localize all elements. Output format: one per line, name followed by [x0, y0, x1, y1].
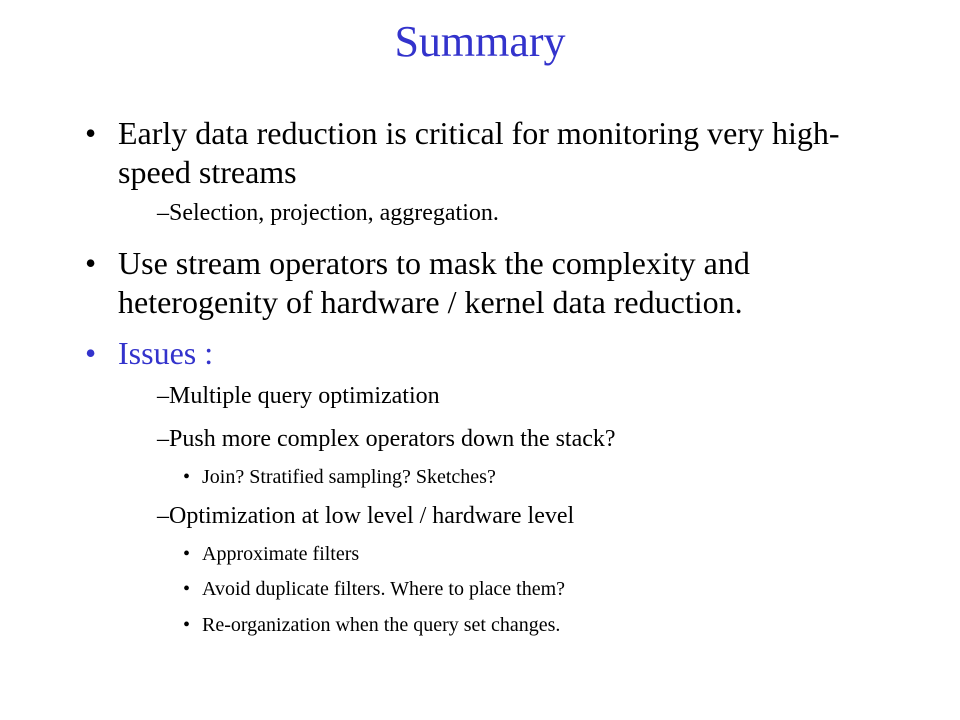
sub-point-optimization-low-level [157, 501, 917, 531]
dash-glyph: – [157, 503, 169, 529]
sub-point-push-operators [157, 424, 917, 454]
sub-sub-point-text: Avoid duplicate filters. Where to place them? [202, 578, 566, 600]
bullet-glyph: • [183, 578, 191, 600]
sub-sub-point-join [183, 464, 923, 490]
sub-point-text: Push more complex operators down the stack? [169, 426, 616, 452]
bullet-glyph: • [85, 245, 97, 281]
bullet-text: Early data reduction is critical for monitoring very high-speed streams [118, 115, 840, 190]
slide-title: Summary [394, 17, 566, 66]
bullet-point-stream-operators [85, 244, 875, 322]
bullet-glyph: • [183, 614, 191, 636]
sub-sub-point-re-organization [183, 612, 923, 638]
sub-sub-point-text: Approximate filters [202, 543, 360, 565]
bullet-glyph: • [183, 543, 191, 565]
sub-point-multiple-query-optimization [157, 381, 917, 411]
bullet-glyph: • [85, 115, 97, 151]
sub-sub-point-text: Join? Stratified sampling? Sketches? [202, 466, 496, 488]
dash-glyph: – [157, 200, 169, 226]
dash-glyph: – [157, 426, 169, 452]
bullet-point-early-data-reduction [85, 114, 875, 192]
sub-point-text: Multiple query optimization [169, 383, 440, 409]
sub-sub-point-avoid-duplicate [183, 576, 923, 602]
sub-point-selection [157, 198, 917, 228]
sub-point-text: Selection, projection, aggregation. [169, 200, 499, 226]
bullet-point-issues [85, 334, 875, 373]
bullet-text: Use stream operators to mask the complexity and heterogenity of hardware / kernel data reduction. [118, 245, 750, 320]
bullet-text: Issues : [118, 335, 214, 371]
sub-sub-point-approximate-filters [183, 541, 923, 567]
bullet-glyph: • [85, 335, 97, 371]
bullet-glyph: • [183, 466, 191, 488]
sub-sub-point-text: Re-organization when the query set changes. [202, 614, 561, 636]
dash-glyph: – [157, 383, 169, 409]
sub-point-text: Optimization at low level / hardware level [169, 503, 575, 529]
